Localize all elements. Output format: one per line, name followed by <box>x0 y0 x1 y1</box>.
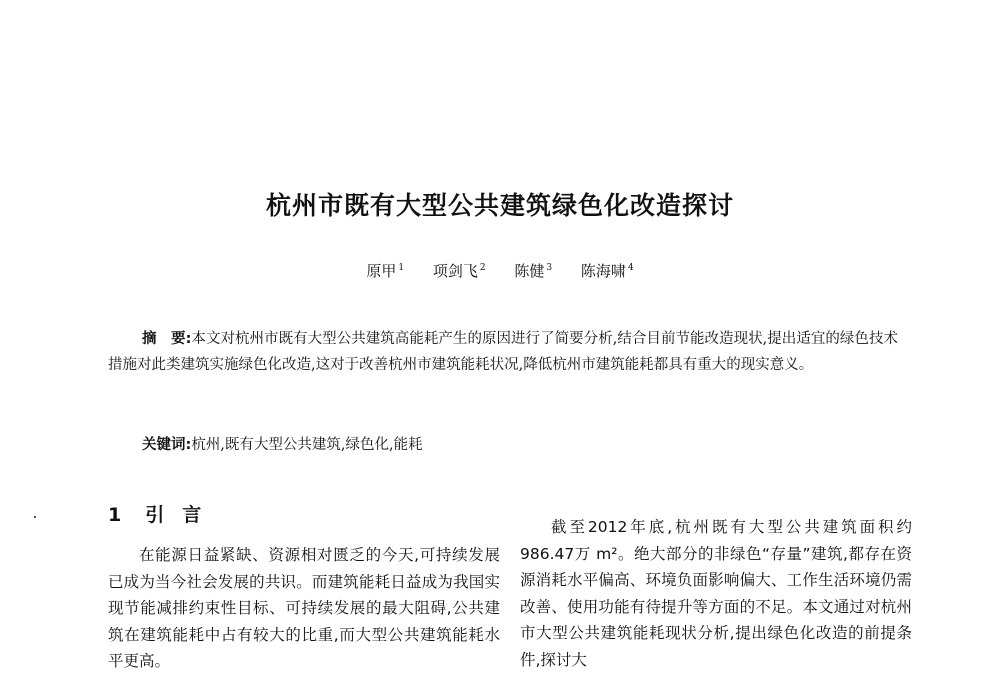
keywords-text: 杭州,既有大型公共建筑,绿色化,能耗 <box>191 437 423 453</box>
abstract-text: 本文对杭州市既有大型公共建筑高能耗产生的原因进行了简要分析,结合目前节能改造现状,提出适宜的绿色技术措施对此类建筑实施绿色化改造,这对于改善杭州市建筑能耗状况,降低杭州市建筑能耗都具有重大的现实意义。 <box>108 331 898 373</box>
keywords <box>142 433 902 457</box>
intro-paragraph-left: 在能源日益紧缺、资源相对匮乏的今天,可持续发展已成为当今社会发展的共识。而建筑能耗日益成为我国实现节能减排约束性目标、可持续发展的最大阻碍,公共建筑在建筑能耗中占有较大的比重,而大型公共建筑能耗水平更高。 <box>108 546 500 670</box>
left-column <box>108 542 500 675</box>
author: 陈健 $^3$ <box>514 262 553 280</box>
intro-paragraph-right: 截至2012年底,杭州既有大型公共建筑面积约986.47万 m²。绝大部分的非绿色“存量”建筑,都存在资源消耗水平偏高、环境负面影响偏大、工作生活环境仍需改善、使用功能有待提升等方面的不足。本文通过对杭州市大型公共建筑能耗现状分析,提出绿色化改造的前提条件,探讨大 <box>520 518 912 669</box>
section-heading <box>108 500 219 527</box>
abstract <box>108 326 898 378</box>
keywords-label: 关键词: <box>142 437 192 453</box>
section-title: 引言 <box>145 504 220 526</box>
paper-title: 杭州市既有大型公共建筑绿色化改造探讨 <box>265 191 734 220</box>
author: 陈海啸 $^4$ <box>580 262 634 280</box>
abstract-label: 摘 要: <box>142 331 192 347</box>
section-number: 1 <box>108 504 124 526</box>
scan-speck <box>34 516 36 518</box>
right-column <box>520 514 912 673</box>
author: 项剑飞 $^2$ <box>432 262 486 280</box>
author-list <box>0 260 1000 281</box>
author: 原甲 $^1$ <box>366 262 405 280</box>
